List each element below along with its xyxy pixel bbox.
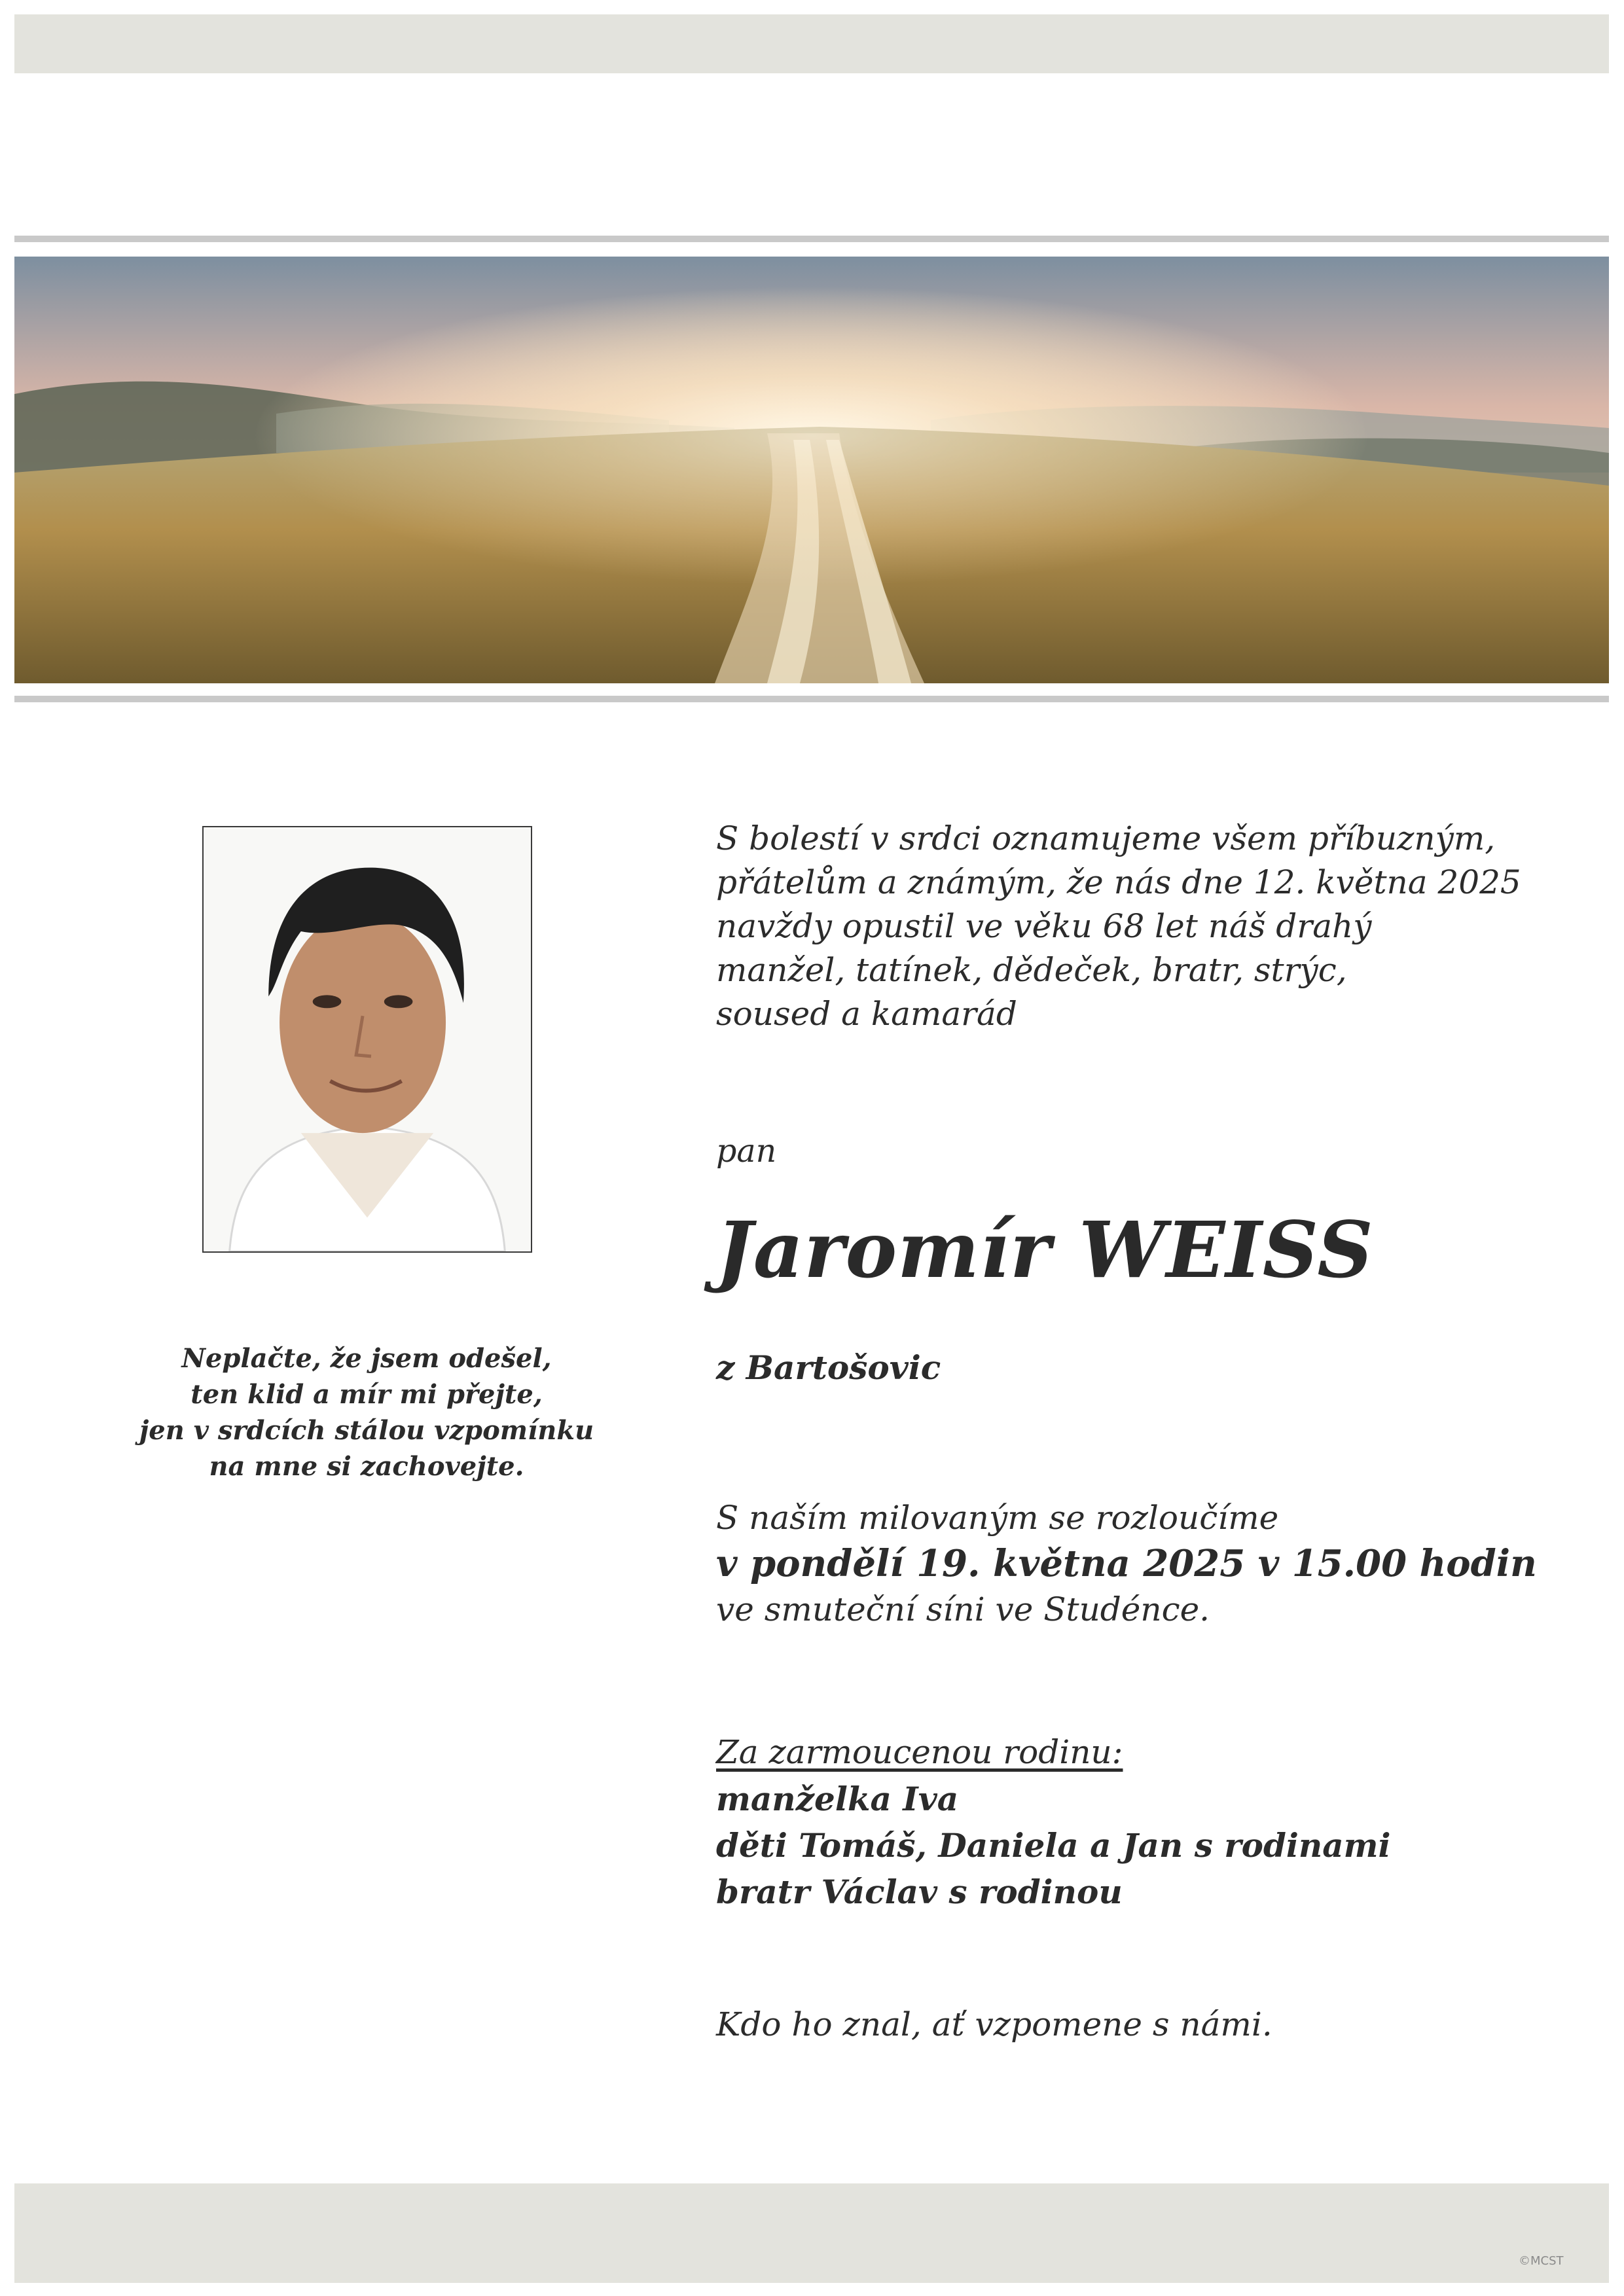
closing-line: Kdo ho znal, ať vzpomene s námi.	[716, 2005, 1272, 2043]
top-decorative-band	[14, 14, 1609, 73]
funeral-place: ve smuteční síni ve Studénce.	[716, 1590, 1210, 1628]
family-signature	[716, 1729, 1567, 1915]
portrait-photo	[202, 826, 532, 1253]
family-heading: Za zarmoucenou rodinu:	[716, 1733, 1123, 1771]
poem-line: Neplačte, že jsem odešel,	[181, 1343, 552, 1374]
banner-bottom-rule	[14, 696, 1609, 702]
intro-line: přátelům a známým, že nás dne 12. května 2025	[716, 863, 1521, 901]
intro-line: manžel, tatínek, dědeček, bratr, strýc,	[716, 951, 1347, 989]
family-member: bratr Václav s rodinou	[716, 1873, 1123, 1911]
copyright-stamp: ©MCST	[1519, 2254, 1564, 2268]
banner-top-rule	[14, 236, 1609, 242]
intro-line: S bolestí v srdci oznamujeme všem příbuzným,	[716, 819, 1496, 857]
intro-line: soused a kamarád	[716, 995, 1017, 1033]
landscape-banner-image	[14, 257, 1609, 683]
family-member: děti Tomáš, Daniela a Jan s rodinami	[716, 1826, 1391, 1865]
memorial-poem	[124, 1340, 609, 1484]
bottom-decorative-band	[14, 2183, 1609, 2283]
announcement-text	[716, 817, 1567, 1036]
poem-line: na mne si zachovejte.	[209, 1451, 524, 1482]
poem-line: jen v srdcích stálou vzpomínku	[139, 1415, 594, 1446]
family-member: manželka Iva	[716, 1780, 959, 1818]
funeral-datetime: v pondělí 19. května 2025 v 15.00 hodin	[716, 1542, 1537, 1585]
honorific-title: pan	[716, 1132, 777, 1170]
farewell-intro: S naším milovaným se rozloučíme	[716, 1499, 1279, 1537]
deceased-origin: z Bartošovic	[716, 1348, 941, 1387]
deceased-name: Jaromír WEISS	[716, 1204, 1374, 1295]
funeral-details	[716, 1495, 1567, 1632]
poem-line: ten klid a mír mi přejte,	[190, 1379, 543, 1410]
intro-line: navždy opustil ve věku 68 let náš drahý	[716, 907, 1372, 945]
